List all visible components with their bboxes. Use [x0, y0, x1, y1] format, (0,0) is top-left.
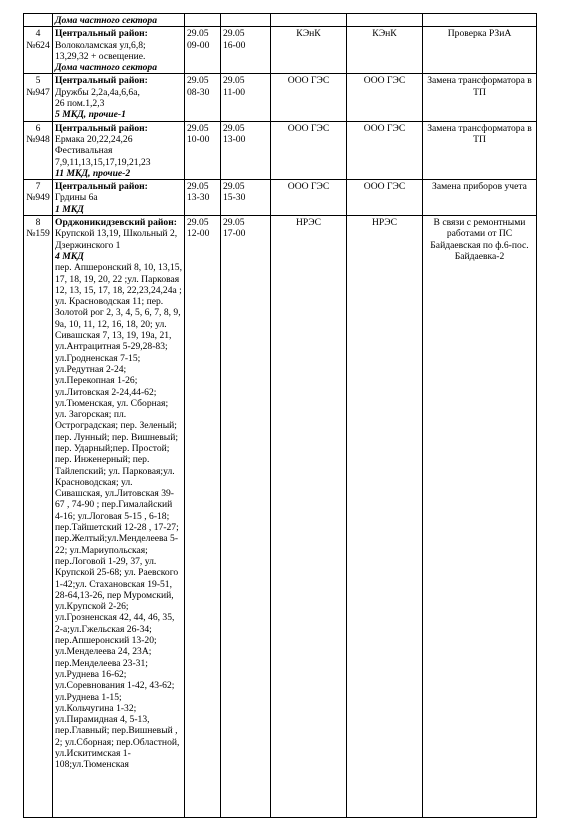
address-cell: Центральный район: Ермака 20,22,24,26 Фестивальная 7,9,11,13,15,17,19,21,23 11 МКД, прочие-2	[53, 121, 185, 179]
organization-cell: ООО ГЭС	[271, 180, 347, 216]
table-row	[24, 121, 537, 179]
table-row	[24, 74, 537, 121]
reason-cell: Замена приборов учета	[423, 180, 537, 216]
street-list: пер. Апшеронский 8, 10, 13,15, 17, 18, 19, 20, 22 ;ул. Парковая 12, 13, 15, 17, 18, 22,23,24,24а ; ул. Красноводская 11; пер. Золотой рог 2, 3, 4, 5, 6, 7, 8, 9, 9а, 10, 11, 12, 16, 18, 20; ул. Сивашская 7, 13, 19, 19а, 21, ул.Антрацитная 5-29,28-83; ул.Гродненская 7-15; ул.Редутная 2-24; ул.Перекопная 1-26; ул.Литовская 2-24,44-62; ул.Тюменская, ул. Сборная; ул. Загорская; пл. Остроградская; пер. Зеленый; пер. Лунный; пер. Вишневый; пер. Ударный;пер. Простой; пер. Инженерный; пер. Тайлепский; ул. Парковая;ул. Красноводская; ул. Сивашская, ул.Литовская 39-67 , 74-90 ; пер.Гималайский 4-16; ул.Логовая 5-15 , 6-18; пер.Тайшетский 12-28 , 17-27; пер.Желтый;ул.Менделеева 5-22; ул.Мариупольская; пер.Логовой 1-29, 37, ул. Крупской 25-68; ул. Раевского 1-42;ул. Стахановская 19-51, 28-64,13-26, пер Муромский, ул.Крупской 2-26; ул.Грозненская 42, 44, 46, 35, 2-а;ул.Гжельская 26-34; пер.Апшеронский 13-20; ул.Менделеева 24, 23А; пер.Менделеева 23-31; ул.Руднева 16-62; ул.Соревнования 1-42, 43-62; ул.Руднева 1-15; ул.Кольчугина 1-32; ул.Пирамидная 4, 5-13, пер.Главный; пер.Вишневый , 2; ул.Сборная; пер.Областной, ул.Искитимская 1-108;ул.Тюменская	[55, 262, 182, 771]
reason-cell: В связи с ремонтными работами от ПС Байдаевская по ф.6-пос. Байдаевка-2	[423, 216, 537, 818]
end-cell: 29.05 15-30	[221, 180, 271, 216]
organization-cell: КЭнК	[271, 27, 347, 74]
end-cell: 29.05 16-00	[221, 27, 271, 74]
row-number-cell: 8 №159	[24, 216, 53, 818]
start-cell: 29.05 12-00	[185, 216, 221, 818]
start-cell: 29.05 09-00	[185, 27, 221, 74]
table-row	[24, 216, 537, 818]
table-row	[24, 180, 537, 216]
housing-type-label: Дома частного сектора	[53, 14, 185, 27]
end-cell: 29.05 11-00	[221, 74, 271, 121]
row-number-cell: 4 №624	[24, 27, 53, 74]
organization-cell: ООО ГЭС	[271, 121, 347, 179]
row-number-cell: 6 №948	[24, 121, 53, 179]
address-cell: Орджоникидзевский район: Крупской 13,19, Школьный 2, Дзержинского 1 4 МКД пер. Апшеронский 8, 10, 13,15, 17, 18, 19, 20, 22 ;ул. Парковая 12, 13, 15, 17, 18, 22,23,24,24а ; ул. Красноводская 11; пер. Золотой рог 2, 3, 4, 5, 6, 7, 8, 9, 9а, 10, 11, 12, 16, 18, 20; ул. Сивашская 7, 13, 19, 19а, 21, ул.Антрацитная 5-29,28-83; ул.Гродненская 7-15; ул.Редутная 2-24; ул.Перекопная 1-26; ул.Литовская 2-24,44-62; ул.Тюменская, ул. Сборная; ул. Загорская; пл. Остроградская; пер. Зеленый; пер. Лунный; пер. Вишневый; пер. Ударный;пер. Простой; пер. Инженерный; пер. Тайлепский; ул. Парковая;ул. Красноводская; ул. Сивашская, ул.Литовская 39-67 , 74-90 ; пер.Гималайский 4-16; ул.Логовая 5-15 , 6-18; пер.Тайшетский 12-28 , 17-27; пер.Желтый;ул.Менделеева 5-22; ул.Мариупольская; пер.Логовой 1-29, 37, ул. Крупской 25-68; ул. Раевского 1-42;ул. Стахановская 19-51, 28-64,13-26, пер Муромский, ул.Крупской 2-26; ул.Грозненская 42, 44, 46, 35, 2-а;ул.Гжельская 26-34; пер.Апшеронский 13-20; ул.Менделеева 24, 23А; пер.Менделеева 23-31; ул.Руднева 16-62; ул.Соревнования 1-42, 43-62; ул.Руднева 1-15; ул.Кольчугина 1-32; ул.Пирамидная 4, 5-13, пер.Главный; пер.Вишневый , 2; ул.Сборная; пер.Областной, ул.Искитимская 1-108;ул.Тюменская	[53, 216, 185, 818]
address-cell: Центральный район: Дружбы 2,2а,4а,6,6а, 26 пом.1,2,3 5 МКД, прочие-1	[53, 74, 185, 121]
start-cell: 29.05 13-30	[185, 180, 221, 216]
outage-schedule-table	[23, 13, 537, 818]
table-row	[24, 14, 537, 27]
address-cell: Центральный район: Волоколамская ул,6,8; 13,29,32 + освещение. Дома частного сектора	[53, 27, 185, 74]
start-cell: 29.05 10-00	[185, 121, 221, 179]
start-cell: 29.05 08-30	[185, 74, 221, 121]
row-number-cell: 5 №947	[24, 74, 53, 121]
executor-cell: КЭнК	[347, 27, 423, 74]
organization-cell: ООО ГЭС	[271, 74, 347, 121]
reason-cell: Замена трансформатора в ТП	[423, 121, 537, 179]
reason-cell: Замена трансформатора в ТП	[423, 74, 537, 121]
row-number-cell: 7 №949	[24, 180, 53, 216]
end-cell: 29.05 17-00	[221, 216, 271, 818]
organization-cell: НРЭС	[271, 216, 347, 818]
table-row	[24, 27, 537, 74]
executor-cell: ООО ГЭС	[347, 74, 423, 121]
end-cell: 29.05 13-00	[221, 121, 271, 179]
executor-cell: НРЭС	[347, 216, 423, 818]
address-cell: Центральный район: Грдины 6а 1 МКД	[53, 180, 185, 216]
executor-cell: ООО ГЭС	[347, 180, 423, 216]
reason-cell: Проверка РЗиА	[423, 27, 537, 74]
executor-cell: ООО ГЭС	[347, 121, 423, 179]
